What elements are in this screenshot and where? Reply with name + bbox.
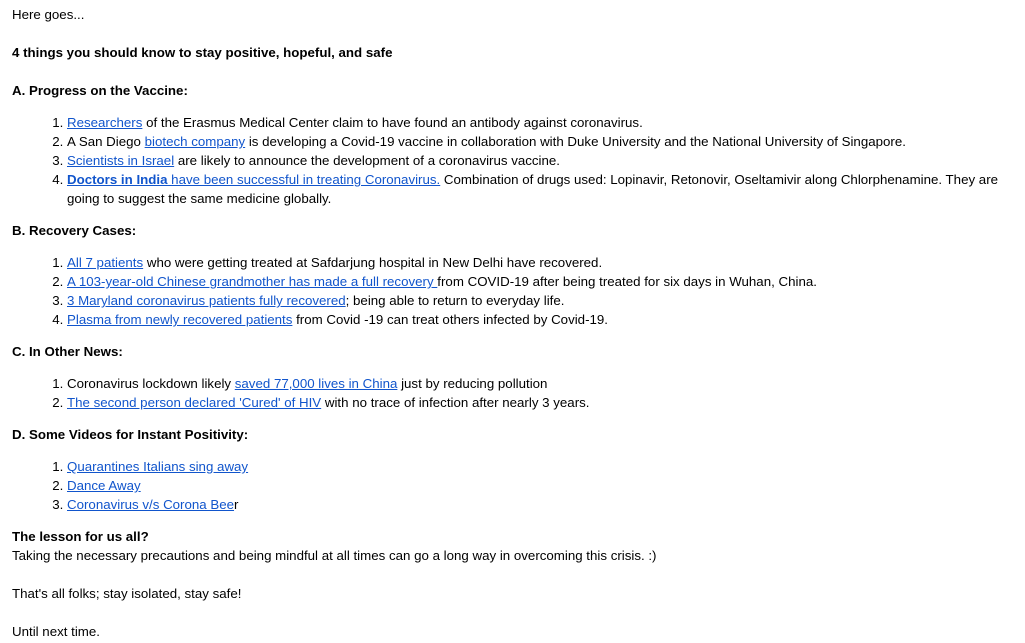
section-a-list: [12, 113, 1015, 208]
closing-text: That's all folks; stay isolated, stay safe!: [12, 586, 242, 601]
section-b-heading: B. Recovery Cases:: [12, 223, 137, 238]
corona-beer-link[interactable]: Coronavirus v/s Corona Bee: [67, 497, 235, 512]
list-item: 4. Plasma from newly recovered patients from Covid -19 can treat others infected by Covid-19.: [67, 310, 1015, 329]
lesson-text: Taking the necessary precautions and being mindful at all times can go a long way in overcoming this crisis. :): [12, 548, 657, 563]
doctors-india-link[interactable]: Doctors in India: [67, 172, 168, 187]
doctors-india-link-rest[interactable]: have been successful in treating Coronavirus.: [167, 172, 441, 187]
section-c-list: [12, 374, 1015, 412]
list-item: [67, 476, 1015, 495]
section-d-list: [12, 457, 1015, 514]
dance-away-link[interactable]: Dance Away: [67, 478, 141, 493]
section-a-heading: A. Progress on the Vaccine:: [12, 83, 188, 98]
list-item: 3. 3 Maryland coronavirus patients fully recovered; being able to return to everyday life.: [67, 291, 1015, 310]
list-item: 1. Coronavirus lockdown likely saved 77,000 lives in China just by reducing pollution: [67, 374, 1015, 393]
grandmother-recovery-link[interactable]: A 103-year-old Chinese grandmother has made a full recovery: [67, 274, 438, 289]
saved-lives-link[interactable]: saved 77,000 lives in China: [234, 376, 398, 391]
headline: 4 things you should know to stay positive, hopeful, and safe: [12, 45, 393, 60]
list-item: 3. Coronavirus v/s Corona Beer: [67, 495, 1015, 514]
newsletter-body: [12, 5, 1015, 641]
list-item: 3. Scientists in Israel are likely to announce the development of a coronavirus vaccine.: [67, 151, 1015, 170]
plasma-link[interactable]: Plasma from newly recovered patients: [67, 312, 293, 327]
researchers-link[interactable]: Researchers: [67, 115, 143, 130]
section-c-heading: C. In Other News:: [12, 344, 123, 359]
maryland-patients-link[interactable]: 3 Maryland coronavirus patients fully recovered: [67, 293, 346, 308]
section-b-list: [12, 253, 1015, 329]
scientists-israel-link[interactable]: Scientists in Israel: [67, 153, 175, 168]
list-item: 1. Researchers of the Erasmus Medical Center claim to have found an antibody against coronavirus.: [67, 113, 1015, 132]
italians-sing-link[interactable]: Quarantines Italians sing away: [67, 459, 249, 474]
biotech-company-link[interactable]: biotech company: [144, 134, 246, 149]
lesson-heading: The lesson for us all?: [12, 529, 149, 544]
section-d-heading: D. Some Videos for Instant Positivity:: [12, 427, 249, 442]
signoff-text: Until next time.: [12, 624, 100, 639]
list-item: 2. The second person declared 'Cured' of HIV with no trace of infection after nearly 3 years.: [67, 393, 1015, 412]
intro-text: Here goes...: [12, 7, 85, 22]
list-item: 1. All 7 patients who were getting treated at Safdarjung hospital in New Delhi have recovered.: [67, 253, 1015, 272]
all-7-patients-link[interactable]: All 7 patients: [67, 255, 144, 270]
list-item: 2. A 103-year-old Chinese grandmother has made a full recovery from COVID-19 after being treated for six days in Wuhan, China.: [67, 272, 1015, 291]
list-item: 2. A San Diego biotech company is developing a Covid-19 vaccine in collaboration with Duke University and the National University of Singapore.: [67, 132, 1015, 151]
list-item: [67, 457, 1015, 476]
list-item: 4. Doctors in India have been successful in treating Coronavirus. Combination of drugs used: Lopinavir, Retonovir, Oseltamivir along Chlorphenamine. They are going to suggest the same medicine globally.: [67, 170, 1015, 208]
hiv-cured-link[interactable]: The second person declared 'Cured' of HIV: [67, 395, 322, 410]
